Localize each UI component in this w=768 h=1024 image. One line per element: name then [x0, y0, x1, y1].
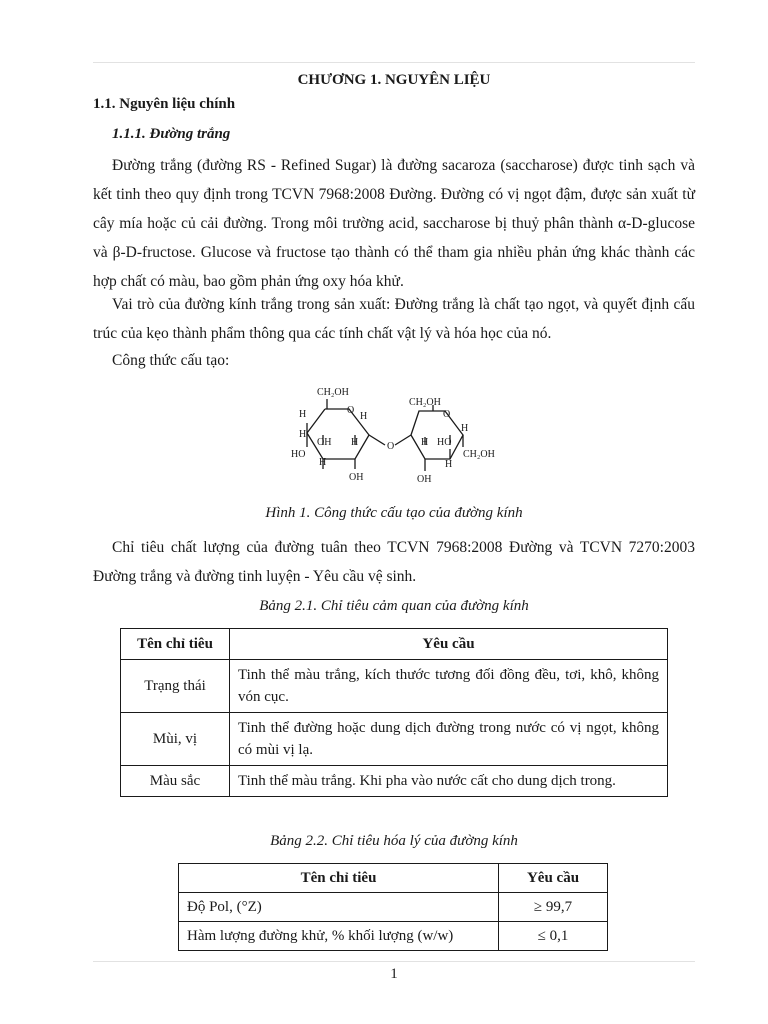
section-heading: 1.1. Nguyên liệu chính: [93, 96, 236, 112]
table-cell: ≤ 0,1: [499, 922, 608, 951]
label-h: H: [445, 459, 453, 470]
table-header-cell: Tên chỉ tiêu: [179, 864, 499, 893]
paragraph-formula-intro: Công thức cấu tạo:: [112, 352, 230, 369]
table-cell: Trạng thái: [121, 660, 230, 713]
table-header-cell: Tên chỉ tiêu: [121, 629, 230, 660]
label-h: H: [351, 437, 359, 448]
sucrose-structure-figure: [285, 385, 520, 485]
label-o: O: [443, 409, 451, 420]
label-ch2oh: CH₂OH: [409, 397, 441, 408]
label-h: H: [299, 429, 307, 440]
chapter-title: CHƯƠNG 1. NGUYÊN LIỆU: [297, 72, 491, 88]
label-h: H: [461, 423, 469, 434]
label-ch2oh: CH₂OH: [317, 387, 349, 398]
page-number: 1: [390, 966, 398, 982]
footer-rule: [93, 961, 695, 962]
table-row: [121, 713, 668, 766]
paragraph-role: Vai trò của đường kính trắng trong sản xuất: Đường trắng là chất tạo ngọt, và quyết định cấu trúc của kẹo thành phẩm thông qua các tính chất vật lý và hóa học của nó.: [93, 296, 695, 342]
label-oh: OH: [417, 474, 432, 485]
label-ho: HO: [437, 437, 452, 448]
table-cell: ≥ 99,7: [499, 893, 608, 922]
table-row: [179, 893, 608, 922]
figure-caption: Hình 1. Công thức cấu tạo của đường kính: [265, 505, 523, 521]
table-row: [179, 922, 608, 951]
table-cell: Tinh thể màu trắng, kích thước tương đối đồng đều, tơi, khô, không vón cục.: [230, 660, 668, 713]
header-rule: [93, 62, 695, 63]
table-header-row: [121, 629, 668, 660]
sensory-table: [120, 628, 668, 797]
table-cell: Mùi, vị: [121, 713, 230, 766]
table2-caption: Bảng 2.2. Chỉ tiêu hóa lý của đường kính: [270, 833, 518, 849]
glycosidic-bond: [369, 435, 385, 445]
table-header-row: [179, 864, 608, 893]
physicochemical-table: [178, 863, 608, 951]
table-header-cell: Yêu cầu: [230, 629, 668, 660]
table1-caption: Bảng 2.1. Chỉ tiêu cảm quan của đường kính: [259, 598, 529, 614]
label-h: H: [360, 411, 368, 422]
fructose-ring: [411, 411, 463, 459]
label-ch2oh: CH₂OH: [463, 449, 495, 460]
label-oh: OH: [349, 472, 364, 483]
glycosidic-bond: [395, 435, 411, 445]
table-cell: Tinh thể màu trắng. Khi pha vào nước cất cho dung dịch trong.: [230, 766, 668, 797]
label-ho: HO: [291, 449, 306, 460]
label-h: H: [319, 457, 327, 468]
label-h: H: [299, 409, 307, 420]
label-o: O: [347, 405, 355, 416]
label-h: H: [421, 437, 429, 448]
table-cell: Độ Pol, (°Z): [179, 893, 499, 922]
table-cell: Màu sắc: [121, 766, 230, 797]
label-o: O: [387, 441, 395, 452]
label-oh: OH: [317, 437, 332, 448]
table-cell: Tinh thể đường hoặc dung dịch đường trong nước có vị ngọt, không có mùi vị lạ.: [230, 713, 668, 766]
paragraph-quality: Chỉ tiêu chất lượng của đường tuân theo TCVN 7968:2008 Đường và TCVN 7270:2003 Đường trắng và đường tinh luyện - Yêu cầu vệ sinh.: [93, 539, 695, 585]
table-row: [121, 660, 668, 713]
table-cell: Hàm lượng đường khử, % khối lượng (w/w): [179, 922, 499, 951]
table-header-cell: Yêu cầu: [499, 864, 608, 893]
table-row: [121, 766, 668, 797]
subsection-heading: 1.1.1. Đường trắng: [112, 126, 231, 142]
paragraph-intro: Đường trắng (đường RS - Refined Sugar) là đường sacaroza (saccharose) được tinh sạch và kết tinh theo quy định trong TCVN 7968:2008 Đường. Đường có vị ngọt đậm, được sản xuất từ cây mía hoặc củ cải đường. Trong môi trường acid, saccharose bị thuỷ phân thành α-D-glucose và β-D-fructose. Glucose và fructose tạo thành có thể tham gia nhiều phản ứng khác thành các hợp chất có màu, bao gồm phản ứng oxy hóa khử.: [93, 157, 695, 290]
